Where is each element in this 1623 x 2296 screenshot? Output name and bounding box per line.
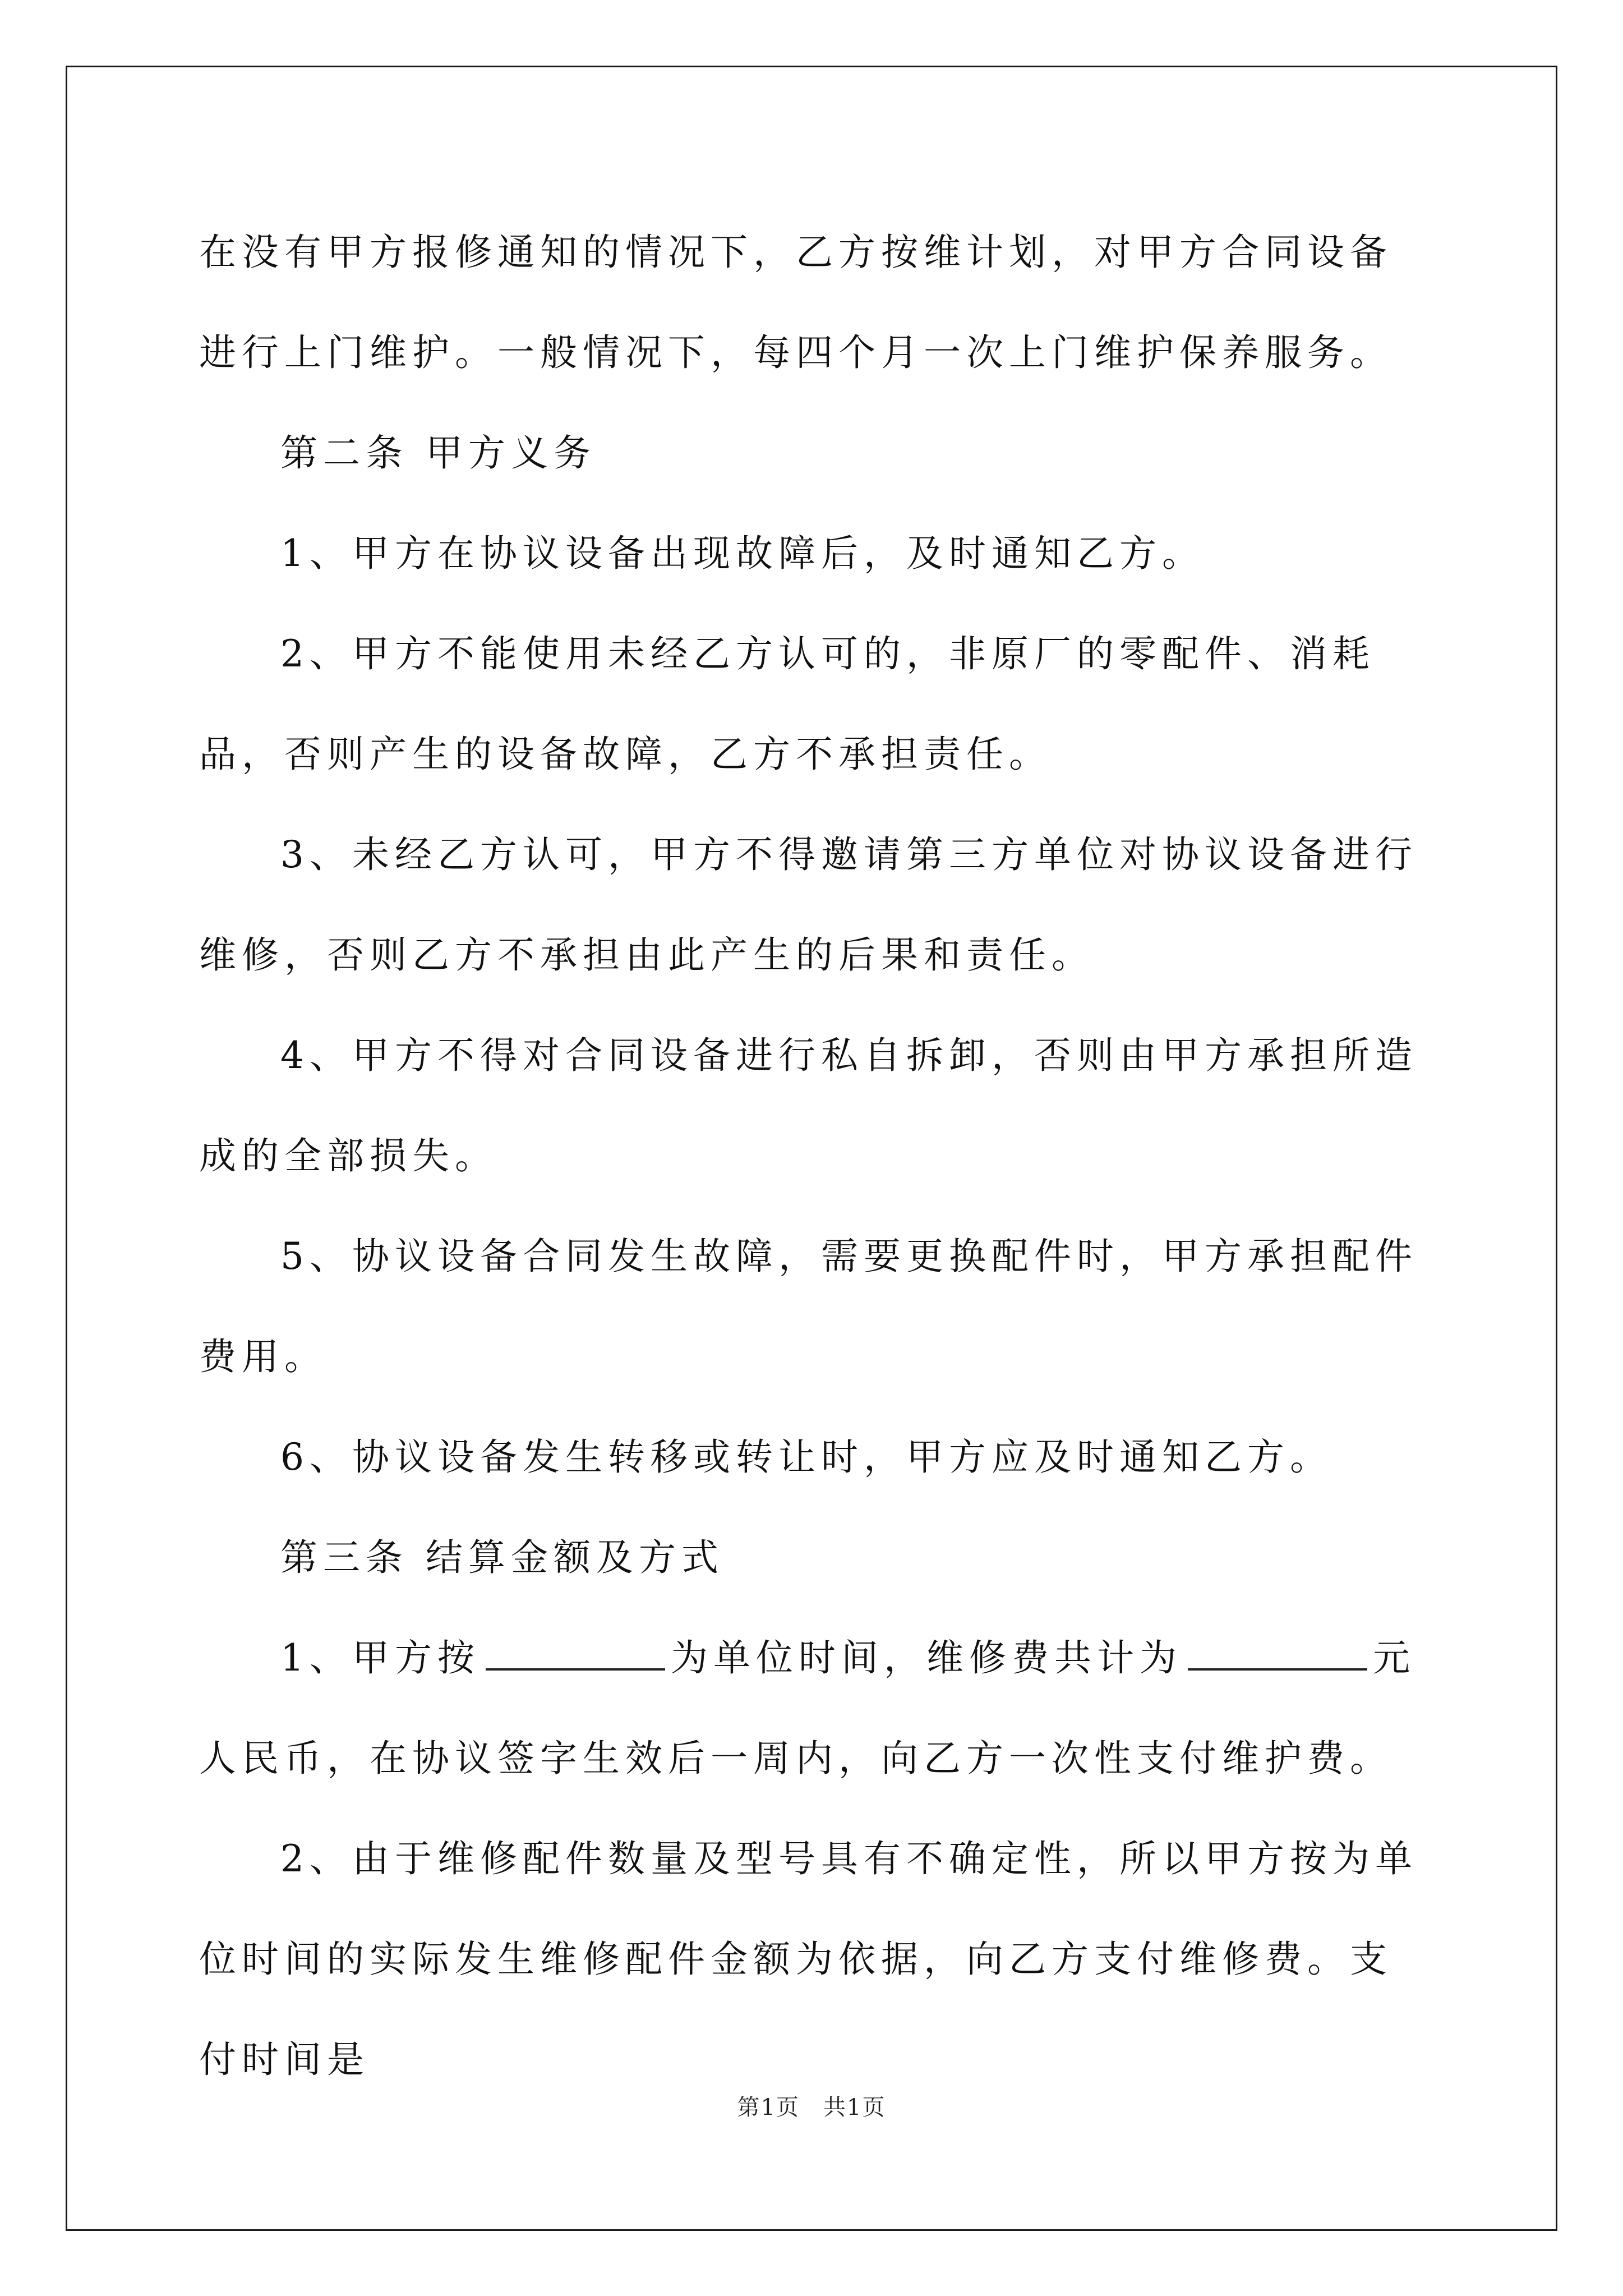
payment-clause-part2: 为单位时间，维修费共计为 xyxy=(671,1636,1182,1680)
payment-clause-part1: 1、甲方按 xyxy=(280,1636,480,1680)
payment-clause-part3: 元人民币，在协议签字生效后一周内，向乙方一次性支付维护费。 xyxy=(199,1636,1415,1780)
paragraph: 5、协议设备合同发生故障，需要更换配件时，甲方承担配件费用。 xyxy=(199,1235,1418,1378)
document-body xyxy=(199,202,1433,2110)
paragraph: 6、协议设备发生转移或转让时，甲方应及时通知乙方。 xyxy=(280,1435,1332,1479)
blank-line xyxy=(1188,1646,1367,1671)
section-heading: 第三条 结算金额及方式 xyxy=(280,1536,724,1579)
payment-clause xyxy=(199,1608,1433,1809)
section-heading: 第二条 甲方义务 xyxy=(280,431,596,475)
paragraph: 1、甲方在协议设备出现故障后，及时通知乙方。 xyxy=(280,532,1205,575)
paragraph: 2、由于维修配件数量及型号具有不确定性，所以甲方按为单位时间的实际发生维修配件金额为依据，向乙方支付维修费。支付时间是 xyxy=(199,1837,1418,2081)
blank-line xyxy=(486,1646,665,1671)
paragraph: 2、甲方不能使用未经乙方认可的，非原厂的零配件、消耗品，否则产生的设备故障，乙方不承担责任。 xyxy=(199,632,1375,776)
page-footer: 第1页 共1页 xyxy=(737,2095,886,2120)
paragraph: 在没有甲方报修通知的情况下，乙方按维计划，对甲方合同设备进行上门维护。一般情况下，每四个月一次上门维护保养服务。 xyxy=(199,231,1393,374)
paragraph: 4、甲方不得对合同设备进行私自拆卸，否则由甲方承担所造成的全部损失。 xyxy=(199,1034,1418,1177)
paragraph: 3、未经乙方认可，甲方不得邀请第三方单位对协议设备进行维修，否则乙方不承担由此产生的后果和责任。 xyxy=(199,833,1418,977)
